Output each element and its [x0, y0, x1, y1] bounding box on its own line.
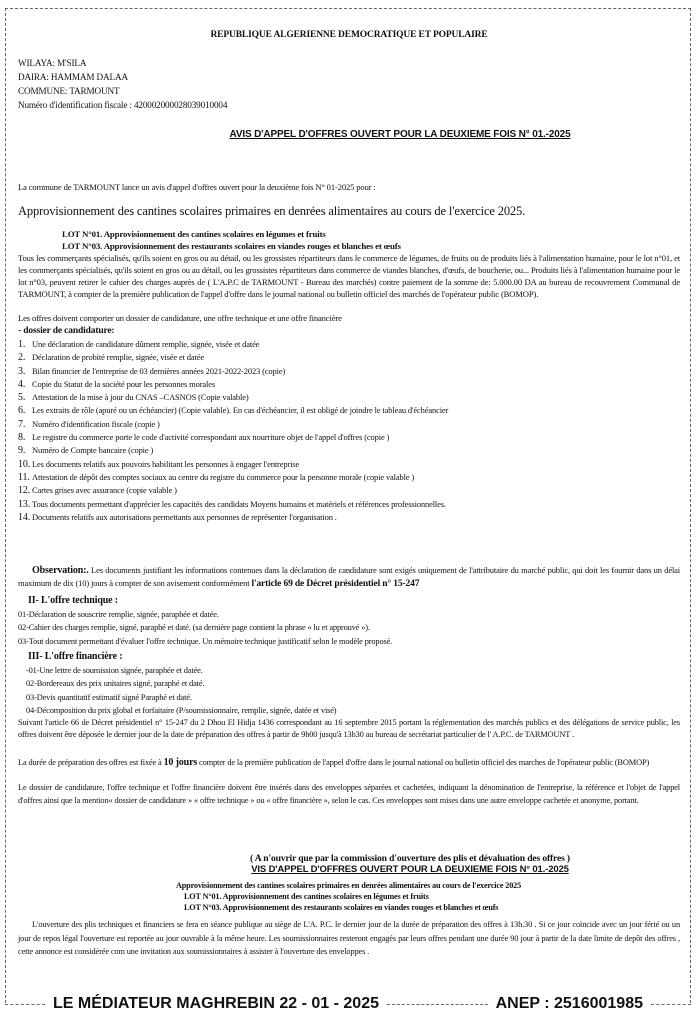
item-number: 12.: [18, 485, 31, 497]
item-number: 3.: [18, 365, 26, 377]
deposit-paragraph: Suivant l'article 66 de Décret présidentiel n° 15-247 du 2 Dhou El Hidja 1436 correspondant au 16 septembre 2015 portant la réglementation des marchés publics et des délégations de service public, les offres doivent être déposée le dernier jour de la date de préparation des offres à partir de 9h00 jusqu'à 13h30 au bureau de secrétariat particulier de l' A.P.C. de TARMOUNT .: [18, 718, 680, 739]
technical-item: 02-Cahier des charges remplie, signé, paraphé et daté. (sa dernière page contient la phrase « lu et approuvé »).: [18, 623, 370, 633]
item-number: 2.: [18, 352, 26, 364]
commune: COMMUNE: TARMOUNT: [18, 86, 120, 96]
financial-list: [26, 665, 680, 718]
dossier-item: [18, 351, 680, 364]
item-text: Tous documents permettant d'apprécier les capacités des candidats Moyens humains et matériels et références professionnelles.: [32, 498, 446, 509]
item-number: 6.: [18, 405, 26, 417]
item-number: 9.: [18, 445, 26, 457]
opening-paragraph: L'ouverture des plis techniques et financiers se fera en séance publique au siège de L'A. P.C. le dernier jour de la durée de préparation des offres à 13h.30 . Si ce jour coïncide avec un jour férié ou un jour de repos légal l'ouverture est reportée au jour ouvrable à la même heure. Les soumissionnaires resteront engagés par leurs offres pendant une durée 90 jour à partir de la date limite de depôt des offres , cette annonce est considérée com une invitation aux soumissionnaires à assister à l'ouverture des enveloppes .: [18, 920, 680, 956]
item-text: Déclaration de probité remplie, signée, visée et datée: [32, 352, 204, 363]
duration-days: 10 jours: [163, 757, 198, 768]
dossier-item: [18, 511, 680, 524]
item-number: 1.: [18, 339, 26, 350]
dossier-item: [18, 484, 680, 497]
dossier-item: [18, 458, 680, 471]
admin-block: [18, 56, 680, 112]
envelopes-paragraph: Le dossier de candidature, l'offre technique et l'offre financière doivent être insérés dans des enveloppes séparées et cachetées, indiquant la dénomination de l'entreprise, la référence et l'objet de l'appel d'offres ainsi que la mention« dossier de candidature » « offre technique » ou « offre financière », selon le cas. Ces enveloppes sont mises dans une autre enveloppe cachetée et anonyme, portant.: [18, 783, 680, 805]
item-number: 14.: [18, 511, 31, 523]
technical-item: 01-Déclaration de souscrire remplie, signée, paraphée et datée.: [18, 610, 219, 619]
offers-intro: Les offres doivent comporter un dossier de candidature, une offre technique et une offre financière: [18, 313, 342, 323]
item-text: Une déclaration de candidature dûment remplie, signée, visée et datée: [32, 339, 260, 349]
item-number: 7.: [18, 418, 26, 430]
dossier-item: [18, 391, 680, 404]
nif: Numéro d'identification fiscale : 420002000028039010004: [18, 100, 228, 110]
lots: [62, 229, 662, 252]
technical-item: 03-Tout document permettant d'évaluer l'offre technique. Un mémoire technique justificatif selon le modèle proposé.: [18, 636, 393, 646]
subject: Approvisionnement des cantines scolaires primaires en denrées alimentaires au cours de l'exercice 2025.: [18, 204, 526, 218]
observation: [18, 564, 680, 590]
eligibility: Tous les commerçants spécialisés, qu'ils soient en gros ou au détail, ou les grossistes répartiteurs dans le commerce de légumes, de fruits ou de produits liés à l'alimentation humaine, pour le lot n°01, et les commerçants spécialisés, qu'ils soient en gros ou au détail, ou les grossistes répartiteurs dans commerce de viandes blanches, d'œufs, de boucherie, ou... Produits liés à l'alimentation humaine pour le lot n°03, peuvent retirer le cahier des charges auprès de ( L'A.P.C de TARMOUNT - Bureau des marchés) contre paiement de la somme de: 5.000.00 DA au bureau de recouvrement Communal de TARMOUNT, à compter de la première publication de l'appel d'offre dans le journal national ou bulletin officiel des marchés de l'opérateur public (BOMOP).: [18, 253, 680, 299]
item-text: Numéro d'identification fiscale (copie ): [32, 418, 160, 429]
dossier-item: [18, 404, 680, 417]
observation-label: Observation:.: [32, 565, 89, 576]
dossier-item: [18, 418, 680, 431]
notice-title: AVIS D'APPEL D'OFFRES OUVERT POUR LA DEUXIEME FOIS N° 01.-2025: [229, 129, 571, 140]
item-text: Copie du Statut de la société pour les personnes morales: [32, 378, 216, 389]
item-text: Les documents relatifs aux pouvoirs habilitant les personnes à engager l'entreprise: [32, 458, 300, 469]
item-number: 13.: [18, 498, 31, 510]
duration-paragraph: [18, 757, 680, 769]
item-number: 8.: [18, 432, 26, 444]
item-text: Le registre du commerce porte le code d'activité correspondant aux nourriture objet de l'appel d'offres (copie ): [32, 432, 390, 443]
item-number: 11.: [18, 471, 30, 483]
financial-item: 04-Décomposition du prix global et forfaitaire (P/soumissionnaire, remplie, signée, datée et visé): [26, 705, 337, 715]
intro: La commune de TARMOUNT lance un avis d'appel d'offres ouvert pour la deuxième fois N° 01-2025 pour :: [18, 182, 376, 192]
dossier-item: [18, 338, 680, 351]
dossier-item: [18, 431, 680, 444]
lot-01: LOT N°01. Approvisionnement des cantines scolaires en légumes et fruits: [62, 229, 326, 239]
technical-heading: II- L'offre technique :: [28, 595, 118, 606]
financial-item: -01-Une lettre de soumission signée, paraphée et datée.: [26, 666, 203, 675]
republic-header: REPUBLIQUE ALGERIENNE DEMOCRATIQUE ET POPULAIRE: [210, 30, 488, 40]
divider: [5, 1004, 45, 1005]
lot-03: LOT N°03. Approvisionnement des restaurants scolaires en viandes rouges et blanches et œufs: [62, 240, 401, 251]
item-text: Attestation de dépôt des comptes sociaux au centre du registre du commerce pour la personne morale (copie valable ): [32, 471, 415, 482]
dossier-heading: - dossier de candidature:: [18, 326, 115, 336]
item-text: Numéro de Compte bancaire (copie ): [32, 445, 154, 456]
observation-text: Les documents justifiant les informations contenues dans la déclaration de candidature sont exigés uniquement de l'attributaire du marché public, qui doit les fournir dans un délai maximum de dix (10) jours à compter de son avisement conformément: [18, 565, 680, 588]
item-text: Attestation de la mise à jour du CNAS –CASNOS (Copie valable): [32, 392, 249, 403]
wilaya: WILAYA: M'SILA: [18, 58, 87, 68]
anep-number: ANEP : 2516001985: [495, 995, 643, 1012]
financial-item: 02-Bordereaux des prix unitaires signé, paraphé et daté.: [26, 679, 205, 689]
dossier-item: [18, 378, 680, 391]
envelope-subject: Approvisionnement des cantines scolaires primaires en denrées alimentaires au cours de l'exercice 2025: [176, 881, 522, 890]
envelope-lines: [176, 880, 676, 913]
dossier-item: [18, 444, 680, 457]
dossier-list: [18, 338, 680, 524]
envelope-lot-01: LOT N°01. Approvisionnement des cantines scolaires en légumes et fruits: [184, 892, 429, 901]
item-text: Bilan financier de l'entreprise de 03 dernières années 2021-2022-2023 (copie): [32, 365, 286, 376]
item-text: Documents relatifs aux autorisations permettants aux personnes de représenter l'organisation .: [32, 511, 337, 522]
technical-list: [18, 609, 680, 649]
publication-info: LE MÉDIATEUR MAGHREBIN 22 - 01 - 2025: [53, 995, 379, 1012]
item-number: 5.: [18, 392, 26, 404]
divider: [651, 1004, 691, 1005]
envelope-note: ( A n'ouvrir que par la commission d'ouverture des plis et dévaluation des offres ): [250, 853, 570, 864]
item-number: 4.: [18, 378, 26, 390]
financial-item: 03-Devis quantitatif estimatif signé Paraphé et daté.: [26, 692, 192, 702]
financial-heading: III- L'offre financière :: [28, 651, 123, 662]
dossier-item: [18, 498, 680, 511]
footer: [0, 993, 696, 1015]
envelope-title: VIS D'APPEL D'OFFRES OUVERT POUR LA DEUXIEME FOIS N° 01.-2025: [251, 864, 569, 875]
item-text: Les extraits de rôle (apuré ou un échéancier) (Copie valable). En cas d'échéancier, il est obligé de joindre le tableau d'échéancier: [32, 405, 449, 416]
duration-text-2: compter de la première publication de l'appel d'offre dans le journal national ou bulletin officiel des marches de l'opérateur public (BOMOP): [197, 758, 650, 767]
envelope-lot-03: LOT N°03. Approvisionnement des restaurants scolaires en viandes rouges et blanches et œufs: [184, 903, 499, 912]
dossier-item: [18, 471, 680, 484]
item-number: 10.: [18, 458, 31, 470]
duration-text: La durée de préparation des offres est fixée à: [18, 758, 164, 767]
daira: DAIRA: HAMMAM DALAA: [18, 72, 128, 82]
observation-ref: l'article 69 de Décret présidentiel n° 15-247: [251, 579, 420, 589]
divider: [387, 1004, 488, 1005]
dossier-item: [18, 365, 680, 378]
item-text: Cartes grises avec assurance (copie valable ): [32, 485, 177, 496]
